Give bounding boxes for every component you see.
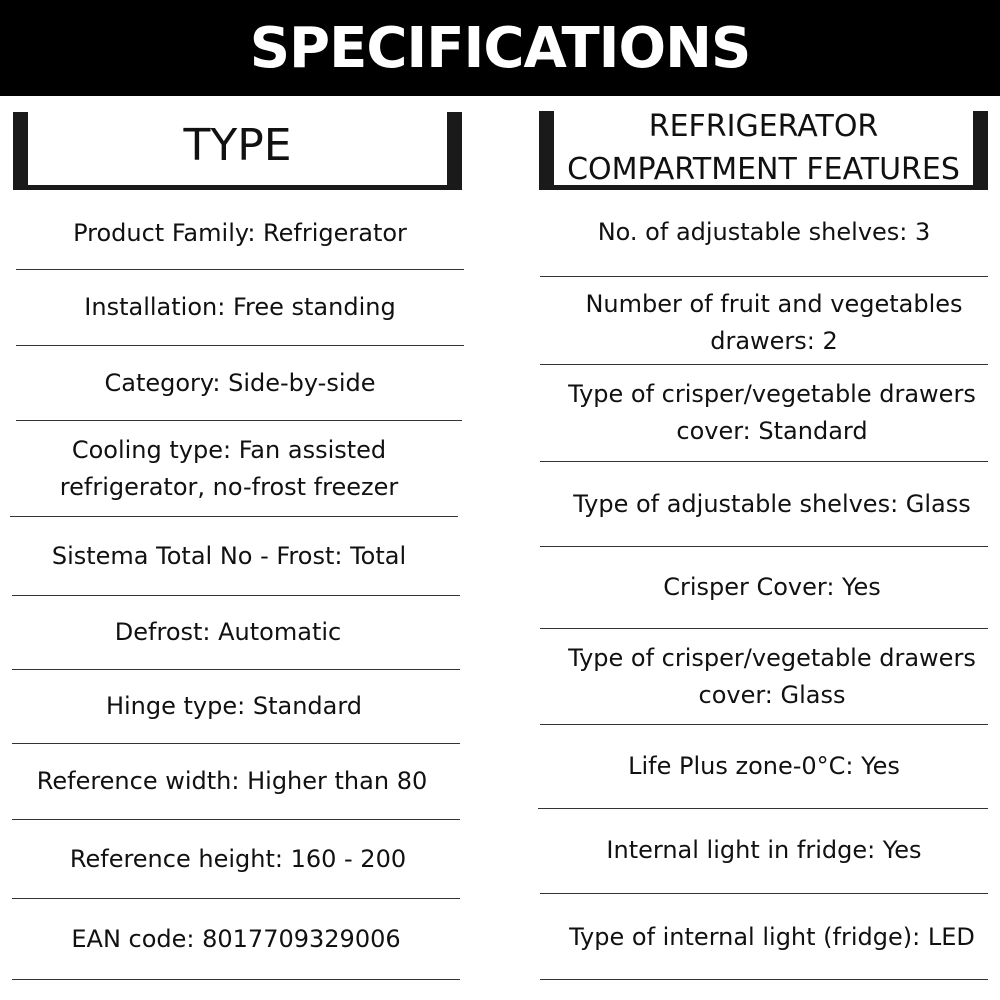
spec-text: EAN code: 8017709329006 [71, 924, 401, 953]
spec-text: Product Family: Refrigerator [73, 218, 407, 247]
spec-row-product-family [16, 196, 464, 270]
spec-text: Reference height: 160 - 200 [69, 844, 407, 873]
spec-row-total-no-frost [10, 517, 448, 595]
row-divider [540, 276, 988, 277]
spec-row-adjustable-shelves-type [540, 462, 1000, 546]
page-title-banner [0, 0, 1000, 96]
row-divider [540, 364, 988, 365]
row-divider [540, 979, 988, 980]
spec-row-crisper-cover-glass [540, 631, 1000, 723]
spec-text: No. of adjustable shelves: 3 [597, 217, 931, 246]
spec-row-ean-code [12, 899, 460, 979]
spec-row-internal-light-type [540, 894, 1000, 980]
spec-text: Type of internal light (fridge): LED [569, 922, 975, 951]
spec-text: Life Plus zone-0°C: Yes [628, 751, 900, 780]
spec-text: Type of crisper/vegetable drawers cover: Standard [568, 380, 976, 445]
spec-row-adjustable-shelves-count [540, 196, 988, 268]
spec-row-crisper-cover [540, 547, 1000, 628]
header-line-2: COMPARTMENT FEATURES [567, 152, 960, 187]
header-line-1: REFRIGERATOR [648, 108, 879, 144]
spec-row-hinge-type [12, 670, 456, 743]
spec-text: Type of adjustable shelves: Glass [573, 489, 971, 518]
type-column-header [13, 112, 462, 190]
spec-text: Hinge type: Standard [105, 692, 363, 720]
spec-text: Cooling type: Fan assisted refrigerator, no-frost freezer [59, 435, 399, 501]
spec-text: Sistema Total No - Frost: Total [51, 541, 407, 570]
spec-row-category [16, 346, 464, 420]
spec-row-crisper-cover-standard [540, 367, 1000, 459]
spec-row-reference-height [12, 820, 464, 898]
spec-row-cooling-type [16, 421, 442, 516]
spec-text: Type of crisper/vegetable drawers cover: Glass [568, 644, 976, 709]
spec-text: Installation: Free standing [84, 293, 396, 321]
spec-text: Number of fruit and vegetables drawers: 2 [585, 290, 963, 355]
spec-row-internal-light [540, 809, 988, 891]
spec-row-defrost [12, 596, 444, 669]
spec-row-installation [16, 270, 464, 345]
row-divider [12, 979, 460, 980]
spec-text: Internal light in fridge: Yes [606, 835, 922, 864]
refrigerator-header-label [567, 105, 960, 192]
spec-text: Category: Side-by-side [104, 368, 376, 397]
type-header-label: TYPE [183, 120, 292, 171]
refrigerator-column-header [539, 108, 988, 190]
spec-text: Crisper Cover: Yes [663, 573, 881, 601]
spec-row-fruit-vegetable-drawers [540, 280, 1000, 366]
spec-text: Reference width: Higher than 80 [36, 767, 428, 795]
row-divider [540, 628, 988, 629]
spec-row-reference-width [12, 744, 452, 819]
page-title: SPECIFICATIONS [249, 15, 751, 81]
spec-text: Defrost: Automatic [114, 618, 342, 646]
spec-row-life-plus-zone [540, 725, 988, 807]
